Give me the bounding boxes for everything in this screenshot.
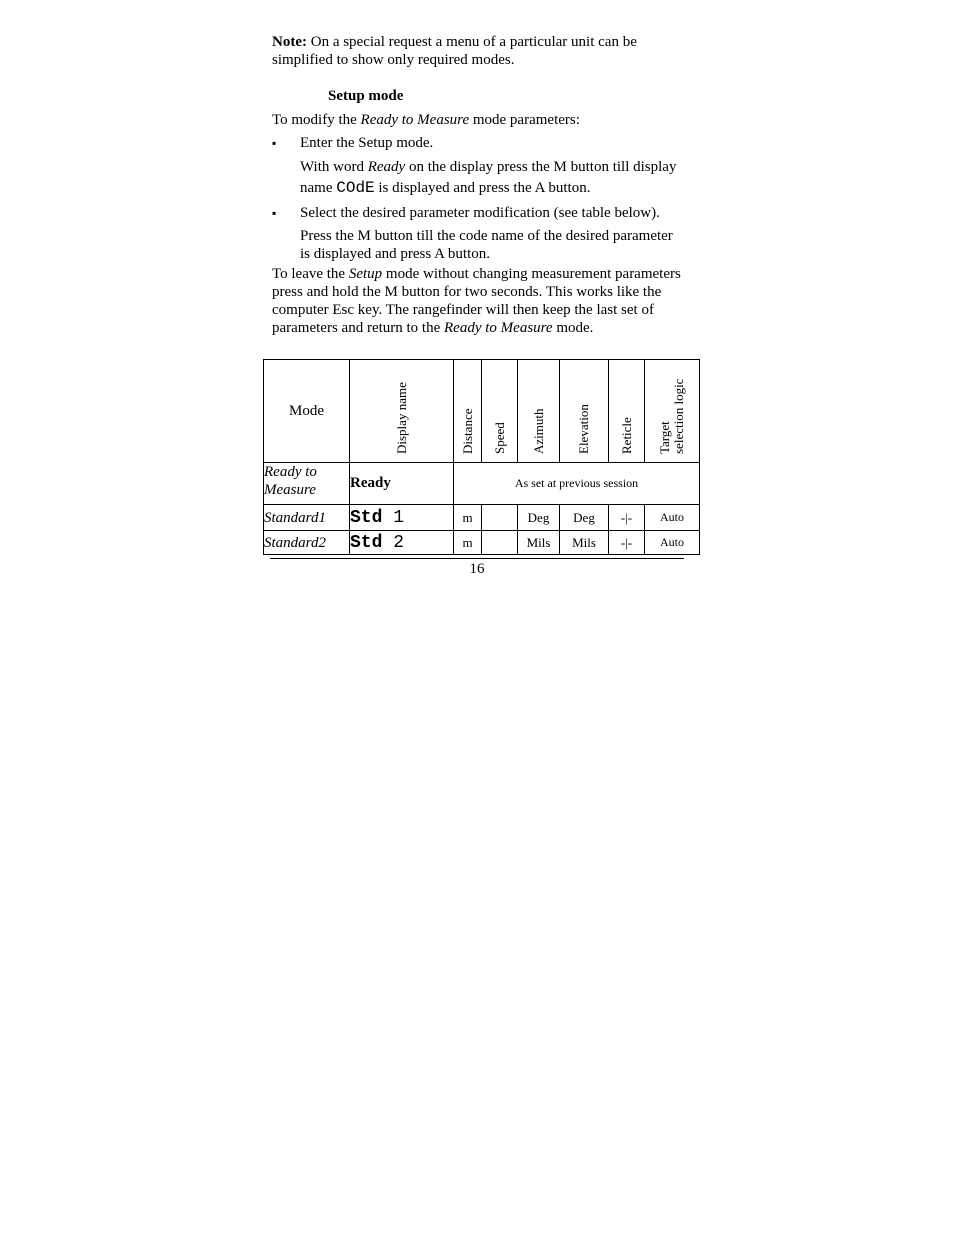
- leave-em-setup: Setup: [348, 266, 383, 282]
- header-speed: Speed: [482, 360, 518, 463]
- header-target-selection-logic: Target selection logic: [645, 360, 700, 463]
- bullet-1-text: Enter the Setup mode.: [300, 135, 434, 151]
- row-distance: m: [454, 531, 482, 555]
- header-mode: Mode: [264, 360, 350, 463]
- bullet-1-sub: [272, 157, 682, 199]
- row-reticle: -|-: [609, 531, 645, 555]
- table-row: [264, 463, 700, 505]
- row-mode: Standard2: [264, 531, 350, 555]
- row-display-name: Std 1: [350, 505, 454, 531]
- row-display-name: Std 2: [350, 531, 454, 555]
- bullet-1-sub-mid: on the display press the M button till display name: [300, 159, 677, 196]
- row-elevation: Deg: [560, 505, 609, 531]
- note-label: Note:: [272, 34, 307, 50]
- intro-pre: To modify the: [272, 112, 361, 128]
- row-target: Auto: [645, 531, 700, 555]
- row-azimuth: Deg: [518, 505, 560, 531]
- header-azimuth: Azimuth: [518, 360, 560, 463]
- bullet-marker-icon: ▪: [272, 136, 277, 150]
- bullet-1-sub-post: is displayed and press the A button.: [374, 180, 591, 196]
- row-speed: [482, 531, 518, 555]
- row-reticle: -|-: [609, 505, 645, 531]
- row-distance: m: [454, 505, 482, 531]
- leave-mid: mode without changing measurement parameters press and hold the M button for two seconds. This works like the computer Esc key. The rangefinder will then keep the last set of parameters and return to the: [272, 266, 681, 336]
- table-row: [264, 531, 700, 555]
- intro-post: mode parameters:: [469, 112, 580, 128]
- header-distance: Distance: [454, 360, 482, 463]
- header-display-name: Display name: [350, 360, 454, 463]
- row-elevation: Mils: [560, 531, 609, 555]
- table-header-row: [264, 360, 700, 463]
- header-reticle: Reticle: [609, 360, 645, 463]
- page-body: [272, 33, 682, 337]
- bullet-1-sub-pre: With word: [300, 159, 368, 175]
- note-paragraph: [272, 33, 682, 69]
- page-number: 16: [469, 561, 485, 577]
- intro-em: Ready to Measure: [360, 112, 470, 128]
- row-display-name: Ready: [350, 463, 454, 505]
- bullet-1-sub-em: Ready: [367, 159, 406, 175]
- note-text: On a special request a menu of a particular unit can be simplified to show only required modes.: [272, 34, 637, 68]
- row-mode: Ready to Measure: [264, 463, 350, 505]
- bullet-2-sub: Press the M button till the code name of the desired parameter is displayed and press A button.: [300, 228, 673, 262]
- section-heading: Setup mode: [328, 88, 404, 104]
- code-display-name: COdE: [336, 179, 375, 197]
- bullet-item-2: [272, 204, 682, 222]
- leave-post: mode.: [552, 320, 594, 336]
- intro-paragraph: [272, 111, 682, 129]
- bullet-item-1: [272, 134, 682, 152]
- bullet-2-text: Select the desired parameter modification (see table below).: [300, 205, 660, 221]
- leave-paragraph: [272, 265, 682, 337]
- leave-pre: To leave the: [272, 266, 349, 282]
- table-row: [264, 505, 700, 531]
- header-elevation: Elevation: [560, 360, 609, 463]
- footer-divider: [270, 558, 684, 559]
- row-speed: [482, 505, 518, 531]
- row-mode: Standard1: [264, 505, 350, 531]
- parameters-table: [263, 359, 700, 555]
- leave-em-ready: Ready to Measure: [444, 320, 553, 336]
- row-span-text: As set at previous session: [454, 463, 700, 505]
- row-azimuth: Mils: [518, 531, 560, 555]
- bullet-marker-icon: ▪: [272, 206, 277, 220]
- row-target: Auto: [645, 505, 700, 531]
